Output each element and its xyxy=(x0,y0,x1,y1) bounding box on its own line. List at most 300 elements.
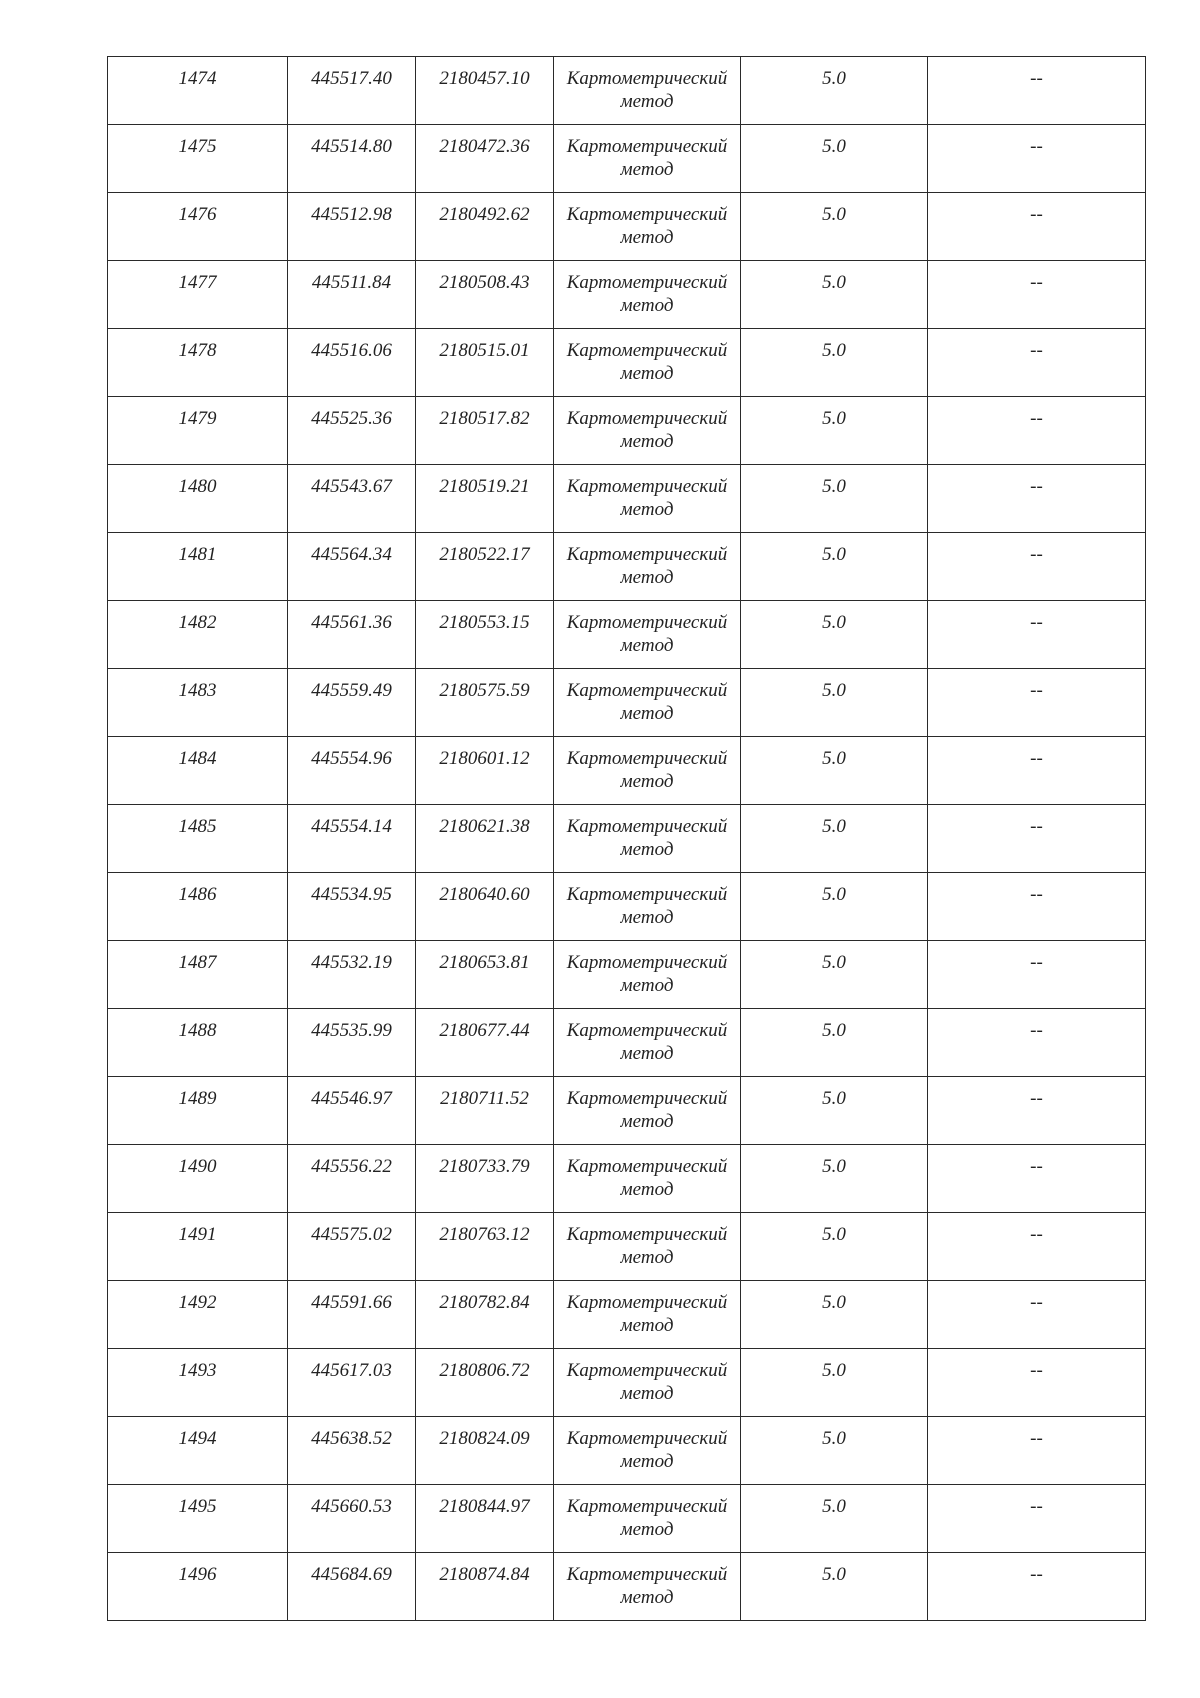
y-coordinate-cell xyxy=(416,397,554,465)
accuracy-cell xyxy=(741,57,928,125)
y-coordinate-cell xyxy=(416,1145,554,1213)
note-cell xyxy=(928,1145,1146,1213)
table-row xyxy=(108,601,1146,669)
note-cell xyxy=(928,261,1146,329)
x-coordinate-cell xyxy=(288,397,416,465)
table-row xyxy=(108,57,1146,125)
y-coordinate-cell-text: 2180844.97 xyxy=(439,1496,530,1517)
method-cell-text: Картометрический метод xyxy=(566,952,728,996)
x-coordinate-cell xyxy=(288,601,416,669)
x-coordinate-cell xyxy=(288,533,416,601)
x-coordinate-cell-text: 445554.96 xyxy=(311,748,392,769)
x-coordinate-cell-text: 445554.14 xyxy=(311,816,392,837)
point-number-cell xyxy=(108,1009,288,1077)
accuracy-cell-text: 5.0 xyxy=(822,408,846,429)
method-cell xyxy=(554,1553,741,1621)
point-number-cell-text: 1480 xyxy=(178,476,217,497)
x-coordinate-cell-text: 445575.02 xyxy=(311,1224,392,1245)
x-coordinate-cell xyxy=(288,1417,416,1485)
accuracy-cell xyxy=(741,1417,928,1485)
accuracy-cell xyxy=(741,261,928,329)
y-coordinate-cell-text: 2180515.01 xyxy=(439,340,530,361)
point-number-cell xyxy=(108,737,288,805)
method-cell-text: Картометрический метод xyxy=(566,1292,728,1336)
note-cell-text: -- xyxy=(1030,340,1043,361)
note-cell xyxy=(928,941,1146,1009)
accuracy-cell-text: 5.0 xyxy=(822,1496,846,1517)
x-coordinate-cell-text: 445535.99 xyxy=(311,1020,392,1041)
point-number-cell xyxy=(108,1281,288,1349)
note-cell xyxy=(928,397,1146,465)
point-number-cell-text: 1478 xyxy=(178,340,217,361)
point-number-cell-text: 1484 xyxy=(178,748,217,769)
table-row xyxy=(108,1213,1146,1281)
method-cell-text: Картометрический метод xyxy=(566,1428,728,1472)
note-cell-text: -- xyxy=(1030,1224,1043,1245)
note-cell xyxy=(928,193,1146,261)
note-cell-text: -- xyxy=(1030,816,1043,837)
accuracy-cell xyxy=(741,873,928,941)
y-coordinate-cell xyxy=(416,193,554,261)
note-cell-text: -- xyxy=(1030,68,1043,89)
x-coordinate-cell xyxy=(288,465,416,533)
accuracy-cell-text: 5.0 xyxy=(822,1292,846,1313)
table-body xyxy=(108,57,1146,1621)
point-number-cell xyxy=(108,261,288,329)
method-cell-text: Картометрический метод xyxy=(566,1156,728,1200)
point-number-cell-text: 1477 xyxy=(178,272,217,293)
method-cell xyxy=(554,669,741,737)
y-coordinate-cell-text: 2180492.62 xyxy=(439,204,530,225)
method-cell xyxy=(554,533,741,601)
point-number-cell-text: 1487 xyxy=(178,952,217,973)
method-cell xyxy=(554,465,741,533)
x-coordinate-cell-text: 445684.69 xyxy=(311,1564,392,1585)
accuracy-cell-text: 5.0 xyxy=(822,544,846,565)
accuracy-cell-text: 5.0 xyxy=(822,816,846,837)
table-row xyxy=(108,941,1146,1009)
note-cell-text: -- xyxy=(1030,1156,1043,1177)
x-coordinate-cell xyxy=(288,261,416,329)
note-cell-text: -- xyxy=(1030,1496,1043,1517)
note-cell xyxy=(928,669,1146,737)
table-row xyxy=(108,737,1146,805)
x-coordinate-cell xyxy=(288,57,416,125)
accuracy-cell-text: 5.0 xyxy=(822,1088,846,1109)
note-cell-text: -- xyxy=(1030,1428,1043,1449)
x-coordinate-cell-text: 445511.84 xyxy=(311,272,392,293)
method-cell-text: Картометрический метод xyxy=(566,340,728,384)
point-number-cell-text: 1494 xyxy=(178,1428,217,1449)
y-coordinate-cell xyxy=(416,601,554,669)
method-cell-text: Картометрический метод xyxy=(566,1360,728,1404)
point-number-cell-text: 1486 xyxy=(178,884,217,905)
y-coordinate-cell xyxy=(416,1213,554,1281)
note-cell-text: -- xyxy=(1030,476,1043,497)
table-row xyxy=(108,1553,1146,1621)
x-coordinate-cell xyxy=(288,805,416,873)
point-number-cell-text: 1489 xyxy=(178,1088,217,1109)
method-cell-text: Картометрический метод xyxy=(566,680,728,724)
table-row xyxy=(108,533,1146,601)
point-number-cell xyxy=(108,125,288,193)
point-number-cell-text: 1482 xyxy=(178,612,217,633)
note-cell xyxy=(928,57,1146,125)
y-coordinate-cell-text: 2180653.81 xyxy=(439,952,530,973)
accuracy-cell xyxy=(741,737,928,805)
point-number-cell-text: 1483 xyxy=(178,680,217,701)
x-coordinate-cell xyxy=(288,669,416,737)
x-coordinate-cell-text: 445543.67 xyxy=(311,476,392,497)
method-cell-text: Картометрический метод xyxy=(566,136,728,180)
point-number-cell-text: 1474 xyxy=(178,68,217,89)
table-row xyxy=(108,1349,1146,1417)
point-number-cell xyxy=(108,601,288,669)
point-number-cell-text: 1485 xyxy=(178,816,217,837)
y-coordinate-cell xyxy=(416,125,554,193)
method-cell xyxy=(554,57,741,125)
note-cell xyxy=(928,601,1146,669)
point-number-cell xyxy=(108,1349,288,1417)
method-cell xyxy=(554,125,741,193)
x-coordinate-cell xyxy=(288,1553,416,1621)
table-row xyxy=(108,1281,1146,1349)
note-cell-text: -- xyxy=(1030,748,1043,769)
accuracy-cell xyxy=(741,193,928,261)
accuracy-cell-text: 5.0 xyxy=(822,1564,846,1585)
x-coordinate-cell-text: 445660.53 xyxy=(311,1496,392,1517)
point-number-cell xyxy=(108,669,288,737)
y-coordinate-cell-text: 2180640.60 xyxy=(439,884,530,905)
x-coordinate-cell xyxy=(288,941,416,1009)
accuracy-cell-text: 5.0 xyxy=(822,136,846,157)
note-cell-text: -- xyxy=(1030,272,1043,293)
table-row xyxy=(108,465,1146,533)
y-coordinate-cell-text: 2180677.44 xyxy=(439,1020,530,1041)
note-cell xyxy=(928,1213,1146,1281)
y-coordinate-cell-text: 2180733.79 xyxy=(439,1156,530,1177)
point-number-cell-text: 1496 xyxy=(178,1564,217,1585)
accuracy-cell-text: 5.0 xyxy=(822,68,846,89)
table-row xyxy=(108,261,1146,329)
note-cell xyxy=(928,465,1146,533)
x-coordinate-cell-text: 445617.03 xyxy=(311,1360,392,1381)
method-cell-text: Картометрический метод xyxy=(566,544,728,588)
method-cell-text: Картометрический метод xyxy=(566,816,728,860)
note-cell xyxy=(928,125,1146,193)
note-cell-text: -- xyxy=(1030,884,1043,905)
y-coordinate-cell xyxy=(416,261,554,329)
y-coordinate-cell-text: 2180824.09 xyxy=(439,1428,530,1449)
accuracy-cell xyxy=(741,1485,928,1553)
note-cell-text: -- xyxy=(1030,408,1043,429)
method-cell xyxy=(554,261,741,329)
y-coordinate-cell-text: 2180782.84 xyxy=(439,1292,530,1313)
y-coordinate-cell-text: 2180575.59 xyxy=(439,680,530,701)
method-cell xyxy=(554,329,741,397)
x-coordinate-cell-text: 445638.52 xyxy=(311,1428,392,1449)
y-coordinate-cell xyxy=(416,1485,554,1553)
note-cell xyxy=(928,1349,1146,1417)
accuracy-cell-text: 5.0 xyxy=(822,612,846,633)
y-coordinate-cell xyxy=(416,1009,554,1077)
y-coordinate-cell-text: 2180806.72 xyxy=(439,1360,530,1381)
y-coordinate-cell-text: 2180517.82 xyxy=(439,408,530,429)
accuracy-cell-text: 5.0 xyxy=(822,1428,846,1449)
method-cell xyxy=(554,941,741,1009)
note-cell xyxy=(928,737,1146,805)
y-coordinate-cell-text: 2180711.52 xyxy=(440,1088,529,1109)
point-number-cell-text: 1479 xyxy=(178,408,217,429)
x-coordinate-cell-text: 445559.49 xyxy=(311,680,392,701)
note-cell xyxy=(928,1417,1146,1485)
accuracy-cell xyxy=(741,1213,928,1281)
accuracy-cell xyxy=(741,329,928,397)
y-coordinate-cell xyxy=(416,329,554,397)
method-cell xyxy=(554,737,741,805)
point-number-cell-text: 1488 xyxy=(178,1020,217,1041)
y-coordinate-cell xyxy=(416,669,554,737)
x-coordinate-cell xyxy=(288,1213,416,1281)
point-number-cell-text: 1491 xyxy=(178,1224,217,1245)
note-cell-text: -- xyxy=(1030,952,1043,973)
note-cell xyxy=(928,1553,1146,1621)
y-coordinate-cell-text: 2180763.12 xyxy=(439,1224,530,1245)
point-number-cell-text: 1492 xyxy=(178,1292,217,1313)
x-coordinate-cell-text: 445532.19 xyxy=(311,952,392,973)
method-cell-text: Картометрический метод xyxy=(566,748,728,792)
table-row xyxy=(108,1009,1146,1077)
y-coordinate-cell-text: 2180472.36 xyxy=(439,136,530,157)
method-cell-text: Картометрический метод xyxy=(566,884,728,928)
x-coordinate-cell-text: 445525.36 xyxy=(311,408,392,429)
point-number-cell xyxy=(108,1417,288,1485)
accuracy-cell-text: 5.0 xyxy=(822,1360,846,1381)
accuracy-cell-text: 5.0 xyxy=(822,1156,846,1177)
point-number-cell-text: 1490 xyxy=(178,1156,217,1177)
accuracy-cell-text: 5.0 xyxy=(822,204,846,225)
x-coordinate-cell xyxy=(288,193,416,261)
y-coordinate-cell xyxy=(416,873,554,941)
x-coordinate-cell xyxy=(288,1281,416,1349)
point-number-cell xyxy=(108,1213,288,1281)
accuracy-cell xyxy=(741,1145,928,1213)
x-coordinate-cell-text: 445564.34 xyxy=(311,544,392,565)
x-coordinate-cell-text: 445517.40 xyxy=(311,68,392,89)
method-cell-text: Картометрический метод xyxy=(566,204,728,248)
x-coordinate-cell xyxy=(288,1349,416,1417)
method-cell-text: Картометрический метод xyxy=(566,612,728,656)
method-cell-text: Картометрический метод xyxy=(566,408,728,452)
x-coordinate-cell xyxy=(288,1145,416,1213)
y-coordinate-cell xyxy=(416,1077,554,1145)
y-coordinate-cell-text: 2180457.10 xyxy=(439,68,530,89)
accuracy-cell xyxy=(741,669,928,737)
table-row xyxy=(108,1417,1146,1485)
x-coordinate-cell-text: 445546.97 xyxy=(311,1088,392,1109)
accuracy-cell-text: 5.0 xyxy=(822,952,846,973)
accuracy-cell xyxy=(741,601,928,669)
note-cell xyxy=(928,805,1146,873)
y-coordinate-cell xyxy=(416,805,554,873)
note-cell xyxy=(928,1077,1146,1145)
y-coordinate-cell-text: 2180519.21 xyxy=(439,476,530,497)
point-number-cell xyxy=(108,1553,288,1621)
x-coordinate-cell xyxy=(288,125,416,193)
point-number-cell xyxy=(108,193,288,261)
method-cell xyxy=(554,873,741,941)
method-cell xyxy=(554,1417,741,1485)
y-coordinate-cell xyxy=(416,1281,554,1349)
method-cell-text: Картометрический метод xyxy=(566,1224,728,1268)
table-row xyxy=(108,669,1146,737)
table-row xyxy=(108,125,1146,193)
point-number-cell xyxy=(108,533,288,601)
note-cell-text: -- xyxy=(1030,1020,1043,1041)
x-coordinate-cell xyxy=(288,737,416,805)
table-row xyxy=(108,805,1146,873)
accuracy-cell xyxy=(741,805,928,873)
method-cell-text: Картометрический метод xyxy=(566,68,728,112)
point-number-cell xyxy=(108,805,288,873)
note-cell-text: -- xyxy=(1030,612,1043,633)
y-coordinate-cell-text: 2180621.38 xyxy=(439,816,530,837)
method-cell xyxy=(554,1213,741,1281)
table-row xyxy=(108,1485,1146,1553)
x-coordinate-cell xyxy=(288,873,416,941)
point-number-cell-text: 1495 xyxy=(178,1496,217,1517)
accuracy-cell xyxy=(741,1281,928,1349)
point-number-cell xyxy=(108,1145,288,1213)
x-coordinate-cell-text: 445561.36 xyxy=(311,612,392,633)
note-cell xyxy=(928,533,1146,601)
point-number-cell xyxy=(108,397,288,465)
accuracy-cell xyxy=(741,1077,928,1145)
accuracy-cell xyxy=(741,1009,928,1077)
point-number-cell xyxy=(108,1077,288,1145)
y-coordinate-cell-text: 2180553.15 xyxy=(439,612,530,633)
accuracy-cell xyxy=(741,533,928,601)
accuracy-cell xyxy=(741,1553,928,1621)
method-cell xyxy=(554,601,741,669)
x-coordinate-cell-text: 445591.66 xyxy=(311,1292,392,1313)
note-cell xyxy=(928,1485,1146,1553)
table-row xyxy=(108,329,1146,397)
point-number-cell xyxy=(108,57,288,125)
y-coordinate-cell xyxy=(416,465,554,533)
y-coordinate-cell xyxy=(416,737,554,805)
method-cell-text: Картометрический метод xyxy=(566,476,728,520)
method-cell xyxy=(554,193,741,261)
y-coordinate-cell-text: 2180508.43 xyxy=(439,272,530,293)
note-cell-text: -- xyxy=(1030,136,1043,157)
x-coordinate-cell-text: 445534.95 xyxy=(311,884,392,905)
y-coordinate-cell xyxy=(416,57,554,125)
table-row xyxy=(108,397,1146,465)
method-cell xyxy=(554,1145,741,1213)
table-row xyxy=(108,1145,1146,1213)
accuracy-cell-text: 5.0 xyxy=(822,748,846,769)
method-cell xyxy=(554,805,741,873)
method-cell xyxy=(554,1281,741,1349)
note-cell-text: -- xyxy=(1030,204,1043,225)
method-cell-text: Картометрический метод xyxy=(566,1088,728,1132)
y-coordinate-cell xyxy=(416,1349,554,1417)
method-cell-text: Картометрический метод xyxy=(566,1564,728,1608)
table-row xyxy=(108,873,1146,941)
note-cell-text: -- xyxy=(1030,544,1043,565)
method-cell xyxy=(554,1349,741,1417)
coordinates-table xyxy=(107,56,1146,1621)
point-number-cell xyxy=(108,873,288,941)
y-coordinate-cell xyxy=(416,1553,554,1621)
accuracy-cell xyxy=(741,1349,928,1417)
point-number-cell-text: 1476 xyxy=(178,204,217,225)
accuracy-cell xyxy=(741,465,928,533)
accuracy-cell-text: 5.0 xyxy=(822,680,846,701)
x-coordinate-cell xyxy=(288,1485,416,1553)
x-coordinate-cell-text: 445514.80 xyxy=(311,136,392,157)
accuracy-cell-text: 5.0 xyxy=(822,340,846,361)
note-cell-text: -- xyxy=(1030,1088,1043,1109)
method-cell xyxy=(554,397,741,465)
note-cell xyxy=(928,329,1146,397)
point-number-cell xyxy=(108,1485,288,1553)
point-number-cell-text: 1475 xyxy=(178,136,217,157)
accuracy-cell-text: 5.0 xyxy=(822,476,846,497)
y-coordinate-cell xyxy=(416,941,554,1009)
y-coordinate-cell-text: 2180522.17 xyxy=(439,544,530,565)
point-number-cell-text: 1481 xyxy=(178,544,217,565)
x-coordinate-cell xyxy=(288,1077,416,1145)
accuracy-cell xyxy=(741,941,928,1009)
note-cell xyxy=(928,1009,1146,1077)
x-coordinate-cell-text: 445516.06 xyxy=(311,340,392,361)
accuracy-cell-text: 5.0 xyxy=(822,1224,846,1245)
note-cell xyxy=(928,873,1146,941)
accuracy-cell-text: 5.0 xyxy=(822,884,846,905)
x-coordinate-cell xyxy=(288,329,416,397)
y-coordinate-cell-text: 2180601.12 xyxy=(439,748,530,769)
x-coordinate-cell-text: 445556.22 xyxy=(311,1156,392,1177)
method-cell-text: Картометрический метод xyxy=(566,272,728,316)
note-cell-text: -- xyxy=(1030,680,1043,701)
x-coordinate-cell xyxy=(288,1009,416,1077)
accuracy-cell xyxy=(741,125,928,193)
note-cell-text: -- xyxy=(1030,1564,1043,1585)
table-row xyxy=(108,1077,1146,1145)
table-row xyxy=(108,193,1146,261)
note-cell xyxy=(928,1281,1146,1349)
method-cell-text: Картометрический метод xyxy=(566,1020,728,1064)
note-cell-text: -- xyxy=(1030,1360,1043,1381)
method-cell-text: Картометрический метод xyxy=(566,1496,728,1540)
method-cell xyxy=(554,1485,741,1553)
accuracy-cell-text: 5.0 xyxy=(822,272,846,293)
accuracy-cell-text: 5.0 xyxy=(822,1020,846,1041)
y-coordinate-cell xyxy=(416,533,554,601)
point-number-cell-text: 1493 xyxy=(178,1360,217,1381)
note-cell-text: -- xyxy=(1030,1292,1043,1313)
point-number-cell xyxy=(108,941,288,1009)
y-coordinate-cell-text: 2180874.84 xyxy=(439,1564,530,1585)
x-coordinate-cell-text: 445512.98 xyxy=(311,204,392,225)
point-number-cell xyxy=(108,465,288,533)
accuracy-cell xyxy=(741,397,928,465)
method-cell xyxy=(554,1077,741,1145)
y-coordinate-cell xyxy=(416,1417,554,1485)
method-cell xyxy=(554,1009,741,1077)
